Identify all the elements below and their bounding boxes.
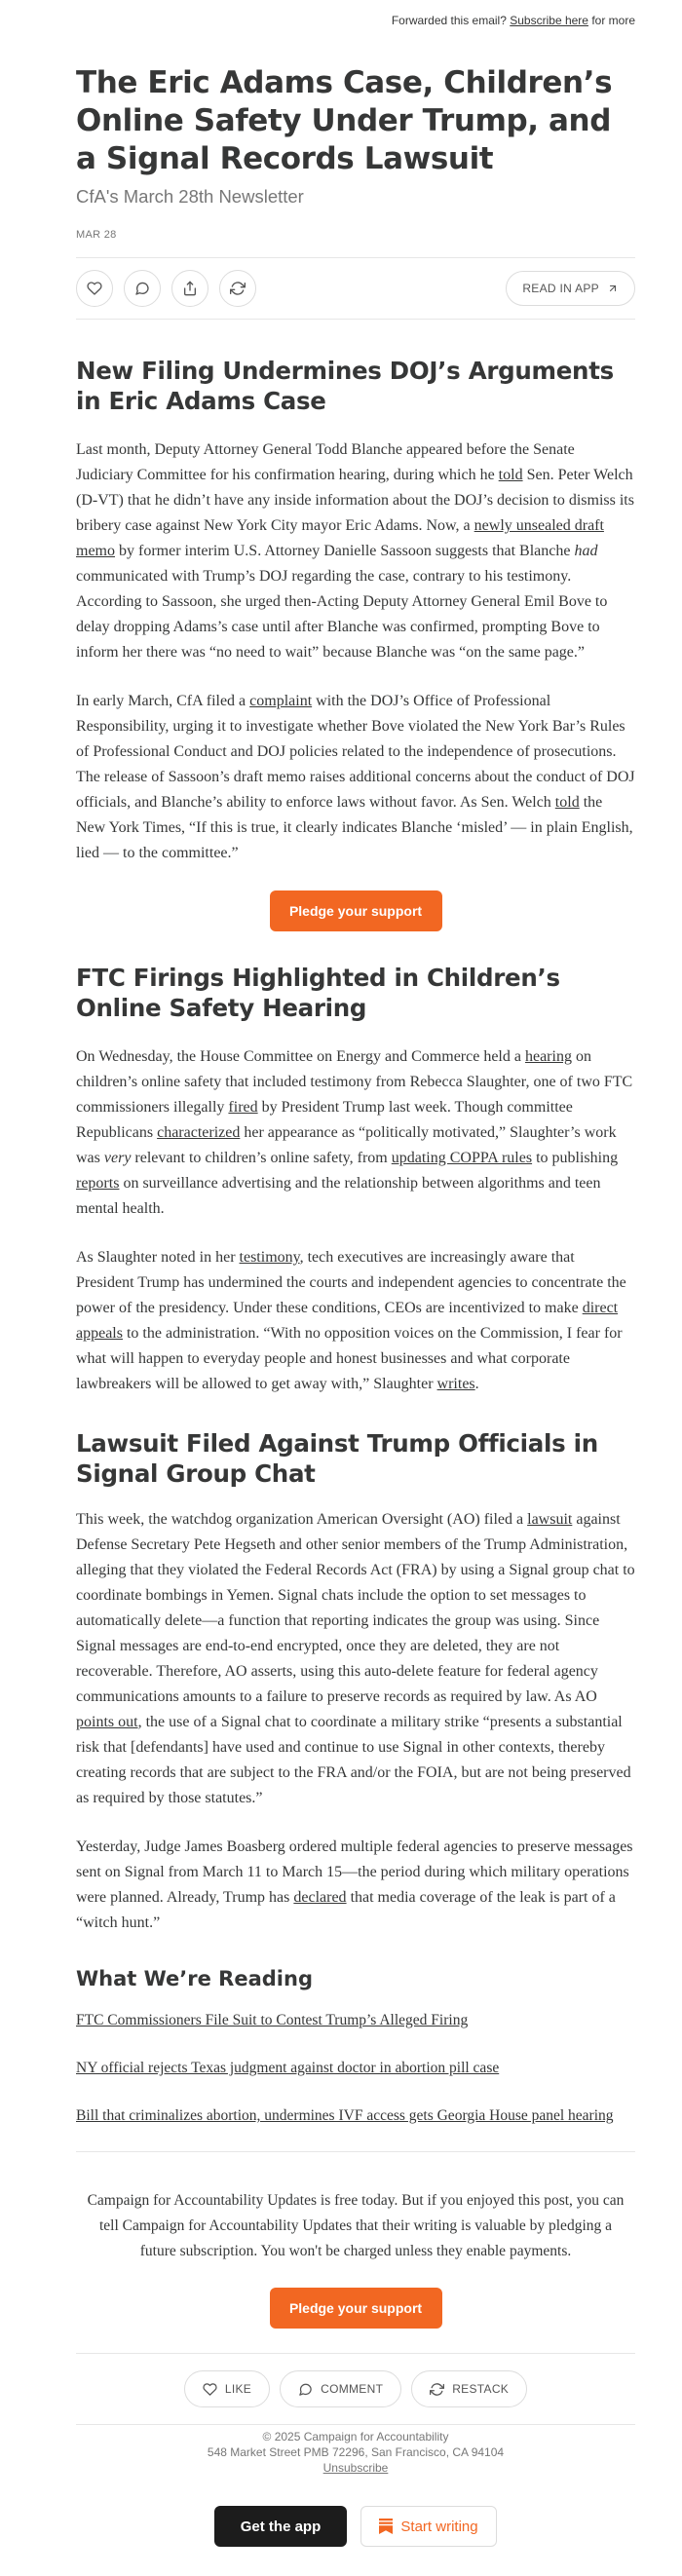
divider <box>76 2424 635 2425</box>
forwarded-bar <box>76 0 635 49</box>
pledge-button[interactable]: Pledge your support <box>270 2288 442 2329</box>
like-label: LIKE <box>224 2382 252 2396</box>
points-out-link[interactable]: points out <box>76 1714 138 1730</box>
pledge-wrap <box>76 890 635 931</box>
share-button[interactable] <box>171 270 208 307</box>
section-heading: New Filing Undermines DOJ’s Arguments in Eric Adams Case <box>76 357 614 415</box>
told-link[interactable]: told <box>498 467 523 483</box>
comment-label: COMMENT <box>321 2382 384 2396</box>
cta-row <box>76 2506 635 2547</box>
heart-icon <box>203 2382 217 2397</box>
reading-link[interactable]: FTC Commissioners File Suit to Contest Trump’s Alleged Firing <box>76 2012 469 2028</box>
restack-icon <box>230 281 246 296</box>
section-signal-lawsuit <box>76 1428 635 1936</box>
list-item <box>76 2056 635 2081</box>
pledge-wrap <box>86 2288 625 2329</box>
reading-link[interactable]: Bill that criminalizes abortion, undermines IVF access gets Georgia House panel hearing <box>76 2107 614 2124</box>
paragraph: Last month, Deputy Attorney General Todd Blanche appeared before the Senate Judiciary Committee for his confirmation hearing, during which he told Sen. Peter Welch (D-VT) that he didn’t have any inside information about the DOJ’s decision to dismiss its bribery case against New York City mayor Eric Adams. Now, a newly unsealed draft memo by former interim U.S. Attorney Danielle Sassoon suggests that Blanche had communicated with Trump’s DOJ regarding the case, contrary to his testimony. According to Sassoon, she urged then-Acting Deputy Attorney General Emil Bove to delay dropping Adams’s case until after Blanche was confirmed, prompting Bove to inform her there was “no need to wait” because Blanche was “on the same page.” <box>76 441 634 661</box>
fired-link[interactable]: fired <box>228 1099 258 1116</box>
told-nyt-link[interactable]: told <box>554 794 580 811</box>
bottom-spacer <box>76 2547 635 2576</box>
reading-heading: What We’re Reading <box>76 1967 313 1990</box>
address: 548 Market Street PMB 72296, San Francisco, CA 94104 <box>207 2445 505 2459</box>
divider <box>76 319 635 320</box>
reading-list <box>76 2008 635 2129</box>
comment-icon <box>298 2382 313 2397</box>
post-subtitle: CfA's March 28th Newsletter <box>76 186 304 207</box>
hearing-link[interactable]: hearing <box>524 1048 572 1065</box>
complaint-link[interactable]: complaint <box>249 693 313 709</box>
like-button[interactable] <box>184 2370 270 2407</box>
list-item <box>76 2103 635 2129</box>
get-app-label: Get the app <box>240 2518 322 2535</box>
lawsuit-link[interactable]: lawsuit <box>527 1511 573 1528</box>
draft-memo-link[interactable]: newly unsealed draft memo <box>76 517 604 559</box>
restack-button[interactable] <box>411 2370 527 2407</box>
restack-button[interactable] <box>219 270 256 307</box>
forwarded-suffix: for more <box>591 14 635 27</box>
comment-button[interactable] <box>124 270 161 307</box>
footer <box>76 2429 635 2476</box>
characterized-link[interactable]: characterized <box>157 1124 241 1141</box>
coppa-link[interactable]: updating COPPA rules <box>391 1150 533 1166</box>
post-date: MAR 28 <box>76 229 117 241</box>
comment-button[interactable] <box>280 2370 401 2407</box>
testimony-link[interactable]: testimony <box>239 1249 300 1266</box>
unsubscribe-link[interactable]: Unsubscribe <box>322 2461 389 2475</box>
read-in-app-label: READ IN APP <box>522 282 599 295</box>
read-in-app-button[interactable] <box>506 271 635 306</box>
copyright: © 2025 Campaign for Accountability <box>262 2430 449 2443</box>
get-app-button[interactable] <box>214 2506 347 2547</box>
list-item <box>76 2008 635 2033</box>
section-heading: FTC Firings Highlighted in Children’s Online Safety Hearing <box>76 964 560 1022</box>
share-icon <box>182 281 198 296</box>
bottom-actions <box>76 2354 635 2424</box>
comment-icon <box>134 281 150 296</box>
restack-label: RESTACK <box>452 2382 510 2396</box>
reports-link[interactable]: reports <box>76 1175 120 1192</box>
subscription-promo <box>76 2152 635 2329</box>
start-writing-button[interactable] <box>360 2506 497 2547</box>
paragraph: As Slaughter noted in her testimony, tech executives are increasingly aware that President Trump has undermined the courts and independent agencies to concentrate the power of the presidency. Under these conditions, CEOs are incentivized to make direct appeals to the administration. “With no opposition voices on the Commission, I fear for what will happen to everyday people and honest businesses and what corporate lawbreakers will be allowed to get away with,” Slaughter writes. <box>76 1249 626 1392</box>
post-actions <box>76 258 635 319</box>
like-button[interactable] <box>76 270 113 307</box>
paragraph: Yesterday, Judge James Boasberg ordered multiple federal agencies to preserve messages sent on Signal from March 11 to March 15—the period during which military operations were planned. Already, Trump has declared that media coverage of the leak is part of a “witch hunt.” <box>76 1838 633 1931</box>
pledge-button[interactable]: Pledge your support <box>270 890 442 931</box>
promo-text: Campaign for Accountability Updates is free today. But if you enjoyed this post, you can tell Campaign for Accountability Updates that their writing is valuable by pledging a future subscription. You won't be charged unless they enable payments. <box>87 2192 625 2259</box>
section-reading <box>76 1966 635 2129</box>
substack-logo-icon <box>379 2519 393 2534</box>
section-ftc-firings <box>76 963 635 1397</box>
declared-link[interactable]: declared <box>293 1889 347 1906</box>
start-writing-label: Start writing <box>400 2518 478 2535</box>
direct-appeals-link[interactable]: direct appeals <box>76 1300 619 1342</box>
action-icons <box>76 270 256 307</box>
heart-icon <box>87 281 102 296</box>
forwarded-text: Forwarded this email? <box>391 14 507 27</box>
restack-icon <box>430 2382 444 2397</box>
post-title[interactable]: The Eric Adams Case, Children’s Online Safety Under Trump, and a Signal Records Lawsuit <box>76 65 613 176</box>
reading-link[interactable]: NY official rejects Texas judgment against doctor in abortion pill case <box>76 2060 500 2076</box>
paragraph: In early March, CfA filed a complaint with the DOJ’s Office of Professional Responsibility, urging it to investigate whether Bove violated the New York Bar’s Rules of Professional Conduct and DOJ policies related to the independence of prosecutions. The release of Sassoon’s draft memo raises additional concerns about the conduct of DOJ officials, and Blanche’s ability to enforce laws without favor. As Sen. Welch told the New York Times, “If this is true, it clearly indicates Blanche ‘misled’ — in plain English, lied — to the committee.” <box>76 693 635 861</box>
section-heading: Lawsuit Filed Against Trump Officials in Signal Group Chat <box>76 1429 598 1488</box>
paragraph: On Wednesday, the House Committee on Energy and Commerce held a hearing on children’s online safety that included testimony from Rebecca Slaughter, one of two FTC commissioners illegally fired by President Trump last week. Though committee Republicans characterized her appearance as “politically motivated,” Slaughter’s work was very relevant to children’s online safety, from updating COPPA rules to publishing reports on surveillance advertising and the relationship between algorithms and teen mental health. <box>76 1048 633 1217</box>
section-eric-adams <box>76 356 635 931</box>
paragraph: This week, the watchdog organization American Oversight (AO) filed a lawsuit against Defense Secretary Pete Hegseth and other senior members of the Trump Administration, alleging that they violated the Federal Records Act (FRA) by using a Signal group chat to coordinate bombings in Yemen. Signal chats include the option to set messages to automatically delete—a function that reporting indicates the group was using. Since Signal messages are end-to-end encrypted, once they are deleted, they are not recoverable. Therefore, AO asserts, using this auto-delete feature for federal agency communications amounts to a failure to preserve records as required by law. As AO points out, the use of a Signal chat to coordinate a military strike “presents a substantial risk that [defendants] have used and continue to use Signal in other contexts, thereby creating records that are subject to the FRA and/or the FOIA, but are not being preserved as required by those statutes.” <box>76 1511 635 1806</box>
writes-link[interactable]: writes <box>436 1376 475 1392</box>
subscribe-link[interactable]: Subscribe here <box>510 14 588 27</box>
arrow-up-right-icon <box>607 283 619 294</box>
